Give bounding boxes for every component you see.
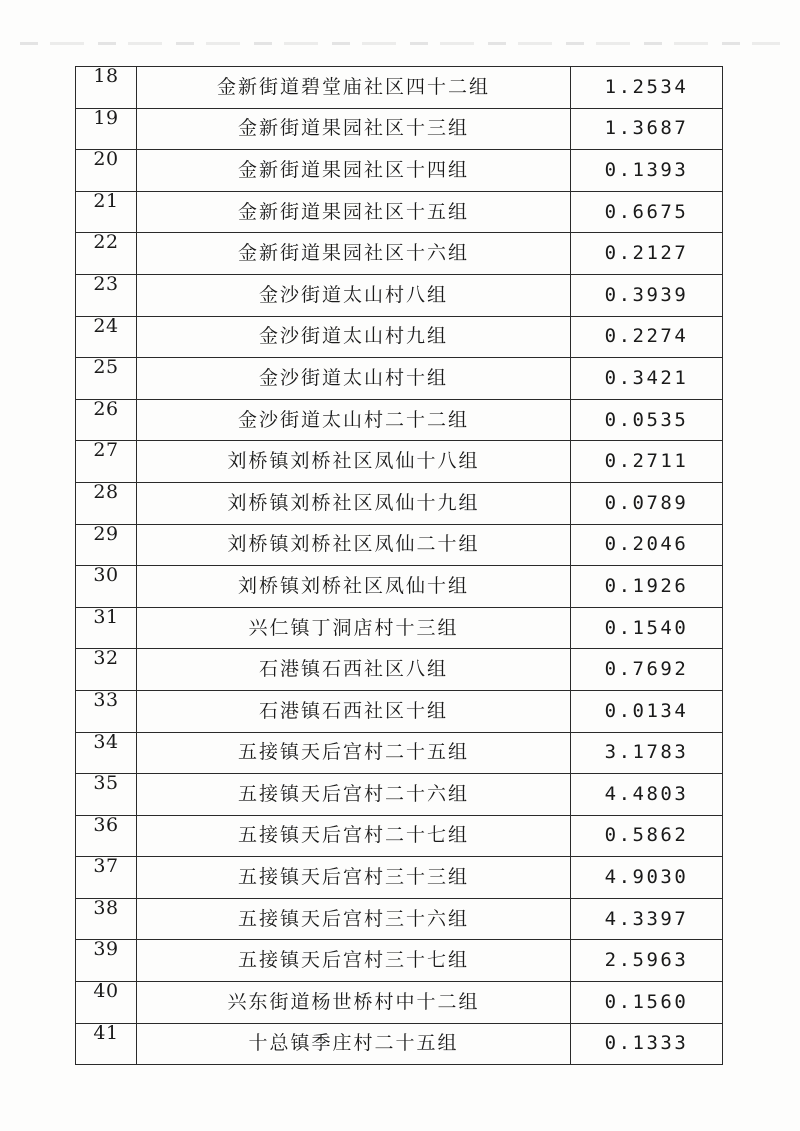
location-name-cell: 金沙街道太山村九组 xyxy=(137,316,571,358)
land-area-table xyxy=(75,66,723,1065)
row-number-cell: 37 xyxy=(76,857,137,899)
row-number-cell: 41 xyxy=(76,1023,137,1065)
row-number-cell: 40 xyxy=(76,982,137,1024)
table-row xyxy=(76,150,723,192)
location-name-cell: 五接镇天后宫村二十六组 xyxy=(137,774,571,816)
location-name-cell: 刘桥镇刘桥社区凤仙十九组 xyxy=(137,482,571,524)
row-number-cell: 32 xyxy=(76,649,137,691)
table-row xyxy=(76,1023,723,1065)
row-number-cell: 38 xyxy=(76,898,137,940)
table-body xyxy=(76,67,723,1065)
table-row xyxy=(76,607,723,649)
area-value-cell: 3.1783 xyxy=(571,732,723,774)
area-value-cell: 0.0535 xyxy=(571,399,723,441)
area-value-cell: 4.4803 xyxy=(571,774,723,816)
location-name-cell: 金新街道果园社区十三组 xyxy=(137,108,571,150)
location-name-cell: 金新街道果园社区十四组 xyxy=(137,150,571,192)
row-number-cell: 18 xyxy=(76,67,137,109)
location-name-cell: 刘桥镇刘桥社区凤仙二十组 xyxy=(137,524,571,566)
location-name-cell: 刘桥镇刘桥社区凤仙十八组 xyxy=(137,441,571,483)
area-value-cell: 0.1926 xyxy=(571,566,723,608)
table-row xyxy=(76,940,723,982)
area-value-cell: 0.2046 xyxy=(571,524,723,566)
table-row xyxy=(76,441,723,483)
area-value-cell: 0.1560 xyxy=(571,982,723,1024)
location-name-cell: 金新街道果园社区十六组 xyxy=(137,233,571,275)
location-name-cell: 五接镇天后宫村二十五组 xyxy=(137,732,571,774)
table-row xyxy=(76,649,723,691)
location-name-cell: 金新街道碧堂庙社区四十二组 xyxy=(137,67,571,109)
table-row xyxy=(76,482,723,524)
location-name-cell: 金新街道果园社区十五组 xyxy=(137,191,571,233)
area-value-cell: 0.1393 xyxy=(571,150,723,192)
location-name-cell: 刘桥镇刘桥社区凤仙十组 xyxy=(137,566,571,608)
table-row xyxy=(76,566,723,608)
row-number-cell: 30 xyxy=(76,566,137,608)
row-number-cell: 21 xyxy=(76,191,137,233)
row-number-cell: 36 xyxy=(76,815,137,857)
location-name-cell: 五接镇天后宫村三十七组 xyxy=(137,940,571,982)
location-name-cell: 金沙街道太山村二十二组 xyxy=(137,399,571,441)
row-number-cell: 27 xyxy=(76,441,137,483)
scan-artifact-line xyxy=(20,42,780,45)
table-row xyxy=(76,732,723,774)
location-name-cell: 十总镇季庄村二十五组 xyxy=(137,1023,571,1065)
table-row xyxy=(76,274,723,316)
area-value-cell: 0.2274 xyxy=(571,316,723,358)
row-number-cell: 20 xyxy=(76,150,137,192)
table-row xyxy=(76,898,723,940)
row-number-cell: 39 xyxy=(76,940,137,982)
area-value-cell: 0.5862 xyxy=(571,815,723,857)
area-value-cell: 0.3421 xyxy=(571,358,723,400)
area-value-cell: 2.5963 xyxy=(571,940,723,982)
table-row xyxy=(76,815,723,857)
table-row xyxy=(76,67,723,109)
table-row xyxy=(76,233,723,275)
area-value-cell: 0.0134 xyxy=(571,690,723,732)
table-row xyxy=(76,358,723,400)
table-row xyxy=(76,316,723,358)
location-name-cell: 五接镇天后宫村二十七组 xyxy=(137,815,571,857)
row-number-cell: 23 xyxy=(76,274,137,316)
table-row xyxy=(76,982,723,1024)
area-value-cell: 1.3687 xyxy=(571,108,723,150)
table-row xyxy=(76,191,723,233)
row-number-cell: 24 xyxy=(76,316,137,358)
row-number-cell: 29 xyxy=(76,524,137,566)
table-row xyxy=(76,690,723,732)
area-value-cell: 0.0789 xyxy=(571,482,723,524)
area-value-cell: 0.6675 xyxy=(571,191,723,233)
area-value-cell: 0.3939 xyxy=(571,274,723,316)
area-value-cell: 0.2711 xyxy=(571,441,723,483)
row-number-cell: 22 xyxy=(76,233,137,275)
location-name-cell: 金沙街道太山村八组 xyxy=(137,274,571,316)
row-number-cell: 34 xyxy=(76,732,137,774)
row-number-cell: 35 xyxy=(76,774,137,816)
location-name-cell: 兴东街道杨世桥村中十二组 xyxy=(137,982,571,1024)
table-row xyxy=(76,524,723,566)
area-value-cell: 0.1333 xyxy=(571,1023,723,1065)
location-name-cell: 石港镇石西社区八组 xyxy=(137,649,571,691)
row-number-cell: 26 xyxy=(76,399,137,441)
location-name-cell: 五接镇天后宫村三十三组 xyxy=(137,857,571,899)
area-value-cell: 1.2534 xyxy=(571,67,723,109)
table-row xyxy=(76,857,723,899)
area-value-cell: 4.3397 xyxy=(571,898,723,940)
area-value-cell: 0.7692 xyxy=(571,649,723,691)
location-name-cell: 兴仁镇丁洞店村十三组 xyxy=(137,607,571,649)
table-row xyxy=(76,774,723,816)
area-value-cell: 0.2127 xyxy=(571,233,723,275)
row-number-cell: 28 xyxy=(76,482,137,524)
row-number-cell: 31 xyxy=(76,607,137,649)
table-row xyxy=(76,399,723,441)
table-row xyxy=(76,108,723,150)
location-name-cell: 石港镇石西社区十组 xyxy=(137,690,571,732)
location-name-cell: 金沙街道太山村十组 xyxy=(137,358,571,400)
area-value-cell: 4.9030 xyxy=(571,857,723,899)
area-value-cell: 0.1540 xyxy=(571,607,723,649)
row-number-cell: 33 xyxy=(76,690,137,732)
row-number-cell: 25 xyxy=(76,358,137,400)
row-number-cell: 19 xyxy=(76,108,137,150)
location-name-cell: 五接镇天后宫村三十六组 xyxy=(137,898,571,940)
